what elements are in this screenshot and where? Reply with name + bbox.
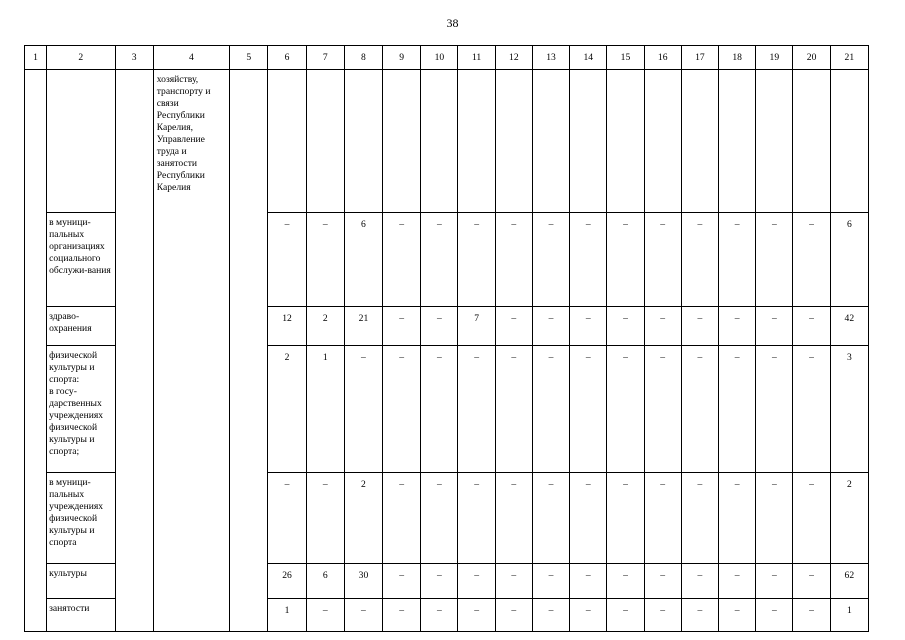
value-cell: –: [570, 346, 607, 473]
value-cell: –: [458, 599, 495, 632]
value-cell: [607, 70, 644, 213]
value-cell: –: [532, 307, 569, 346]
value-cell: –: [793, 564, 830, 599]
value-cell: [793, 70, 830, 213]
value-cell: –: [793, 346, 830, 473]
value-cell: [383, 70, 421, 213]
header-cell: 10: [421, 46, 458, 70]
value-cell: –: [306, 213, 344, 307]
value-cell: –: [644, 213, 681, 307]
header-cell: 9: [383, 46, 421, 70]
row-label: занятости: [49, 603, 90, 614]
value-cell: –: [458, 564, 495, 599]
value-cell: –: [532, 473, 569, 564]
value-cell: 6: [306, 564, 344, 599]
value-cell: –: [306, 599, 344, 632]
header-cell: 5: [230, 46, 268, 70]
value-cell: 2: [344, 473, 382, 564]
value-cell: 6: [830, 213, 868, 307]
value-cell: [421, 70, 458, 213]
value-cell: 1: [306, 346, 344, 473]
value-cell: [344, 70, 382, 213]
header-cell: 11: [458, 46, 495, 70]
value-cell: –: [793, 307, 830, 346]
value-cell: –: [570, 473, 607, 564]
value-cell: –: [793, 599, 830, 632]
value-cell: 30: [344, 564, 382, 599]
value-cell: 1: [268, 599, 306, 632]
value-cell: 12: [268, 307, 306, 346]
value-cell: [719, 70, 756, 213]
row-label-cell: [47, 307, 115, 346]
value-cell: –: [495, 564, 532, 599]
row-label: в муници-пальных организациях социального обслужи-вания: [49, 217, 111, 276]
value-cell: –: [383, 213, 421, 307]
value-cell: –: [532, 599, 569, 632]
header-cell: 8: [344, 46, 382, 70]
value-cell: [532, 70, 569, 213]
value-cell: –: [644, 564, 681, 599]
header-cell: 19: [756, 46, 793, 70]
value-cell: [268, 70, 306, 213]
value-cell: –: [421, 473, 458, 564]
header-cell: 2: [47, 46, 115, 70]
value-cell: –: [719, 473, 756, 564]
header-cell: 4: [153, 46, 229, 70]
value-cell: –: [719, 307, 756, 346]
value-cell: –: [681, 346, 718, 473]
value-cell: –: [383, 473, 421, 564]
value-cell: [756, 70, 793, 213]
value-cell: –: [793, 213, 830, 307]
value-cell: –: [719, 346, 756, 473]
row-label-cell: [47, 599, 115, 632]
col1-cell: [25, 70, 47, 632]
value-cell: –: [756, 307, 793, 346]
value-cell: –: [383, 599, 421, 632]
value-cell: –: [268, 213, 306, 307]
value-cell: 2: [268, 346, 306, 473]
header-cell: 15: [607, 46, 644, 70]
value-cell: 2: [830, 473, 868, 564]
value-cell: 7: [458, 307, 495, 346]
col4-text: хозяйству, транспорту и связи Республики Карелия, Управление труда и занятости Республики Карелия: [156, 74, 211, 193]
value-cell: [570, 70, 607, 213]
value-cell: –: [644, 307, 681, 346]
header-cell: 12: [495, 46, 532, 70]
header-cell: 1: [25, 46, 47, 70]
table-row: [25, 70, 869, 213]
value-cell: –: [421, 213, 458, 307]
value-cell: –: [421, 346, 458, 473]
header-cell: 17: [681, 46, 718, 70]
row-label: физической культуры и спорта:: [49, 350, 98, 385]
value-cell: –: [421, 599, 458, 632]
row-sublabel: в госу-дарственных учреждениях физической культуры и спорта;: [49, 385, 104, 457]
value-cell: –: [268, 473, 306, 564]
value-cell: –: [607, 473, 644, 564]
value-cell: –: [421, 564, 458, 599]
value-cell: –: [570, 599, 607, 632]
value-cell: –: [344, 599, 382, 632]
header-cell: 3: [115, 46, 153, 70]
value-cell: –: [495, 213, 532, 307]
value-cell: –: [383, 564, 421, 599]
value-cell: –: [532, 346, 569, 473]
value-cell: 26: [268, 564, 306, 599]
value-cell: –: [644, 473, 681, 564]
header-cell: 20: [793, 46, 830, 70]
value-cell: –: [607, 213, 644, 307]
value-cell: 42: [830, 307, 868, 346]
row-label-cell: [47, 70, 115, 213]
value-cell: –: [793, 473, 830, 564]
col3-cell: [115, 70, 153, 632]
col4-cell: [153, 70, 229, 632]
value-cell: –: [681, 473, 718, 564]
value-cell: 62: [830, 564, 868, 599]
value-cell: –: [570, 564, 607, 599]
value-cell: –: [607, 564, 644, 599]
header-cell: 16: [644, 46, 681, 70]
value-cell: –: [495, 599, 532, 632]
value-cell: –: [458, 346, 495, 473]
value-cell: 21: [344, 307, 382, 346]
value-cell: –: [756, 346, 793, 473]
header-cell: 6: [268, 46, 306, 70]
value-cell: 2: [306, 307, 344, 346]
value-cell: –: [421, 307, 458, 346]
value-cell: –: [458, 473, 495, 564]
value-cell: –: [719, 213, 756, 307]
header-row: [25, 46, 869, 70]
value-cell: –: [607, 307, 644, 346]
row-label: здраво-охранения: [49, 311, 92, 334]
value-cell: 6: [344, 213, 382, 307]
value-cell: –: [570, 213, 607, 307]
value-cell: –: [681, 213, 718, 307]
value-cell: –: [495, 473, 532, 564]
header-cell: 7: [306, 46, 344, 70]
row-label-cell: [47, 473, 115, 564]
value-cell: [830, 70, 868, 213]
value-cell: [306, 70, 344, 213]
value-cell: –: [532, 213, 569, 307]
value-cell: –: [306, 473, 344, 564]
page-number: 38: [446, 16, 459, 30]
value-cell: –: [719, 599, 756, 632]
value-cell: –: [681, 599, 718, 632]
value-cell: –: [681, 307, 718, 346]
header-cell: 13: [532, 46, 569, 70]
value-cell: –: [644, 599, 681, 632]
row-label-cell: [47, 346, 115, 473]
value-cell: –: [383, 346, 421, 473]
header-cell: 18: [719, 46, 756, 70]
value-cell: –: [756, 599, 793, 632]
value-cell: –: [607, 599, 644, 632]
row-label: культуры: [49, 568, 87, 579]
row-label: в муници-пальных учреждениях физической культуры и спорта: [49, 477, 104, 548]
value-cell: [495, 70, 532, 213]
value-cell: –: [458, 213, 495, 307]
header-cell: 14: [570, 46, 607, 70]
row-label-cell: [47, 213, 115, 307]
value-cell: [458, 70, 495, 213]
value-cell: –: [756, 213, 793, 307]
value-cell: –: [607, 346, 644, 473]
value-cell: –: [756, 564, 793, 599]
value-cell: 1: [830, 599, 868, 632]
value-cell: –: [719, 564, 756, 599]
value-cell: –: [756, 473, 793, 564]
header-cell: 21: [830, 46, 868, 70]
value-cell: [681, 70, 718, 213]
value-cell: –: [681, 564, 718, 599]
value-cell: 3: [830, 346, 868, 473]
value-cell: –: [644, 346, 681, 473]
data-table: [24, 45, 869, 632]
row-label-cell: [47, 564, 115, 599]
value-cell: –: [344, 346, 382, 473]
value-cell: –: [532, 564, 569, 599]
value-cell: –: [383, 307, 421, 346]
value-cell: [644, 70, 681, 213]
value-cell: –: [495, 307, 532, 346]
value-cell: –: [495, 346, 532, 473]
col5-cell: [230, 70, 268, 632]
value-cell: –: [570, 307, 607, 346]
